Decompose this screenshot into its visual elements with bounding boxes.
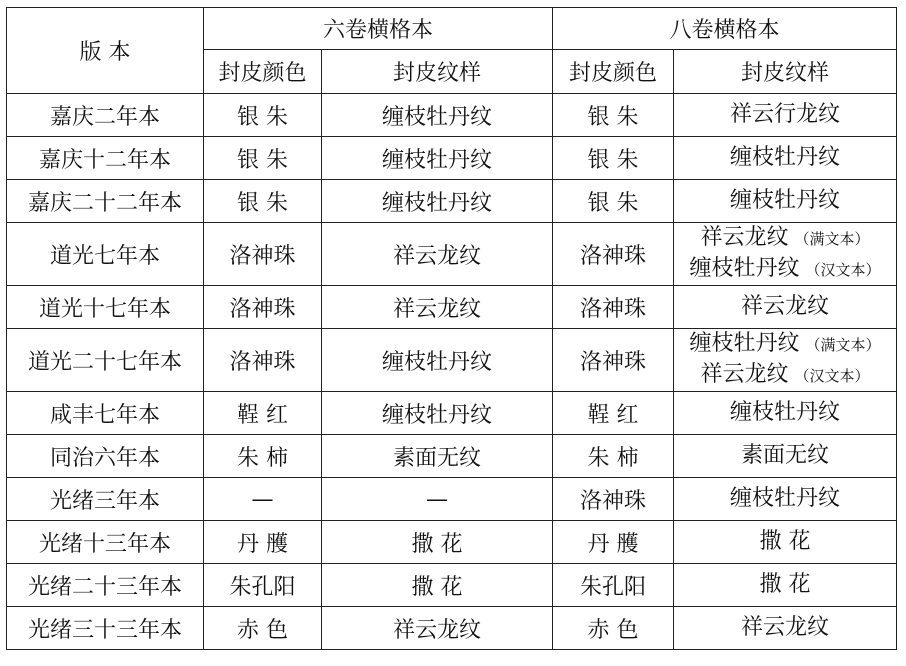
eight-cover-pattern-cell [674, 392, 897, 435]
eight-cover-pattern-cell [674, 94, 897, 137]
header-six-cover-color: 封皮颜色 [204, 50, 322, 94]
edition-cell: 嘉庆二年本 [7, 94, 204, 137]
pattern-line [674, 360, 896, 391]
table-row [7, 564, 897, 607]
eight-cover-pattern-cell [674, 286, 897, 329]
eight-cover-color-cell: 赤 色 [553, 607, 674, 650]
header-edition-label: 版 本 [79, 40, 131, 65]
table-row [7, 607, 897, 650]
eight-cover-pattern-cell [674, 607, 897, 650]
table-row [7, 286, 897, 329]
six-cover-color-cell: 朱 柿 [204, 435, 322, 478]
six-cover-color-cell: 洛神珠 [204, 223, 322, 286]
pattern-text: 缠枝牡丹纹 [689, 331, 800, 356]
cover-comparison-table [6, 7, 897, 650]
table-body [7, 94, 897, 650]
eight-cover-pattern-cell [674, 223, 897, 286]
edition-cell: 光绪十三年本 [7, 521, 204, 564]
six-cover-color-cell: 丹 雘 [204, 521, 322, 564]
edition-cell: 嘉庆二十二年本 [7, 180, 204, 223]
header-six-cover-pattern: 封皮纹样 [322, 50, 553, 94]
table-row [7, 223, 897, 286]
pattern-text: 祥云龙纹 [740, 294, 829, 319]
eight-cover-color-cell: 银 朱 [553, 137, 674, 180]
six-cover-pattern-cell: 撒 花 [322, 564, 553, 607]
pattern-line [674, 254, 896, 285]
edition-cell: 同治六年本 [7, 435, 204, 478]
eight-cover-color-cell: 朱 柿 [553, 435, 674, 478]
six-cover-color-cell: 朱孔阳 [204, 564, 322, 607]
pattern-text: 素面无纹 [740, 443, 829, 468]
six-cover-color-cell: 赤 色 [204, 607, 322, 650]
edition-cell: 道光十七年本 [7, 286, 204, 329]
table-row [7, 435, 897, 478]
edition-cell: 咸丰七年本 [7, 392, 204, 435]
eight-cover-color-cell: 洛神珠 [553, 478, 674, 521]
pattern-note: （汉文本） [805, 261, 881, 279]
six-cover-pattern-cell: 撒 花 [322, 521, 553, 564]
eight-cover-pattern-cell [674, 564, 897, 607]
eight-cover-color-cell: 银 朱 [553, 94, 674, 137]
six-cover-pattern-cell: 素面无纹 [322, 435, 553, 478]
six-cover-color-cell: — [204, 478, 322, 521]
eight-cover-pattern-cell [674, 521, 897, 564]
table-row [7, 94, 897, 137]
eight-cover-pattern-cell [674, 180, 897, 223]
edition-cell: 嘉庆十二年本 [7, 137, 204, 180]
header-eight-volume: 八卷横格本 [553, 8, 897, 50]
eight-cover-color-cell: 朱孔阳 [553, 564, 674, 607]
six-cover-color-cell: 银 朱 [204, 180, 322, 223]
six-cover-pattern-cell: 祥云龙纹 [322, 607, 553, 650]
pattern-line [674, 613, 896, 643]
pattern-line [674, 527, 896, 557]
header-six-volume: 六卷横格本 [204, 8, 553, 50]
eight-cover-pattern-cell [674, 137, 897, 180]
table-row [7, 180, 897, 223]
eight-cover-color-cell: 丹 雘 [553, 521, 674, 564]
pattern-line [674, 398, 896, 428]
edition-cell: 光绪三年本 [7, 478, 204, 521]
pattern-text: 祥云行龙纹 [729, 102, 840, 127]
edition-cell: 道光七年本 [7, 223, 204, 286]
eight-cover-color-cell: 洛神珠 [553, 329, 674, 392]
pattern-line [674, 484, 896, 514]
eight-cover-pattern-cell [674, 478, 897, 521]
pattern-line [674, 570, 896, 600]
pattern-text: 缠枝牡丹纹 [729, 188, 840, 213]
eight-cover-pattern-cell [674, 435, 897, 478]
pattern-text: 缠枝牡丹纹 [689, 256, 800, 281]
six-cover-color-cell: 洛神珠 [204, 286, 322, 329]
eight-cover-color-cell: 洛神珠 [553, 223, 674, 286]
pattern-note: （汉文本） [794, 367, 870, 385]
pattern-text: 祥云龙纹 [700, 362, 789, 387]
table-row [7, 137, 897, 180]
table-row [7, 392, 897, 435]
eight-cover-color-cell: 洛神珠 [553, 286, 674, 329]
six-cover-pattern-cell: 缠枝牡丹纹 [322, 94, 553, 137]
pattern-text: 缠枝牡丹纹 [729, 400, 840, 425]
pattern-line [674, 223, 896, 254]
six-cover-pattern-cell: 缠枝牡丹纹 [322, 180, 553, 223]
pattern-line [674, 186, 896, 216]
six-cover-color-cell: 鞓 红 [204, 392, 322, 435]
pattern-text: 撒 花 [759, 572, 811, 597]
table-row [7, 478, 897, 521]
six-cover-pattern-cell: 缠枝牡丹纹 [322, 392, 553, 435]
six-cover-pattern-cell: 缠枝牡丹纹 [322, 137, 553, 180]
header-eight-cover-pattern: 封皮纹样 [674, 50, 897, 94]
header-edition [7, 8, 204, 94]
six-cover-color-cell: 银 朱 [204, 137, 322, 180]
header-eight-cover-color: 封皮颜色 [553, 50, 674, 94]
eight-cover-color-cell: 鞓 红 [553, 392, 674, 435]
header-row-groups [7, 8, 897, 50]
six-cover-pattern-cell: — [322, 478, 553, 521]
pattern-text: 缠枝牡丹纹 [729, 145, 840, 170]
pattern-note: （满文本） [805, 336, 881, 354]
pattern-text: 祥云龙纹 [700, 225, 789, 250]
eight-cover-color-cell: 银 朱 [553, 180, 674, 223]
six-cover-pattern-cell: 祥云龙纹 [322, 286, 553, 329]
six-cover-pattern-cell: 祥云龙纹 [322, 223, 553, 286]
pattern-line [674, 143, 896, 173]
pattern-line [674, 441, 896, 471]
six-cover-color-cell: 银 朱 [204, 94, 322, 137]
pattern-text: 撒 花 [759, 529, 811, 554]
pattern-line [674, 292, 896, 322]
six-cover-pattern-cell: 缠枝牡丹纹 [322, 329, 553, 392]
pattern-line [674, 100, 896, 130]
edition-cell: 道光二十七年本 [7, 329, 204, 392]
edition-cell: 光绪二十三年本 [7, 564, 204, 607]
edition-cell: 光绪三十三年本 [7, 607, 204, 650]
pattern-text: 缠枝牡丹纹 [729, 486, 840, 511]
table-row [7, 329, 897, 392]
eight-cover-pattern-cell [674, 329, 897, 392]
pattern-note: （满文本） [794, 230, 870, 248]
table-container [6, 7, 897, 650]
pattern-line [674, 329, 896, 360]
pattern-text: 祥云龙纹 [740, 615, 829, 640]
table-row [7, 521, 897, 564]
six-cover-color-cell: 洛神珠 [204, 329, 322, 392]
